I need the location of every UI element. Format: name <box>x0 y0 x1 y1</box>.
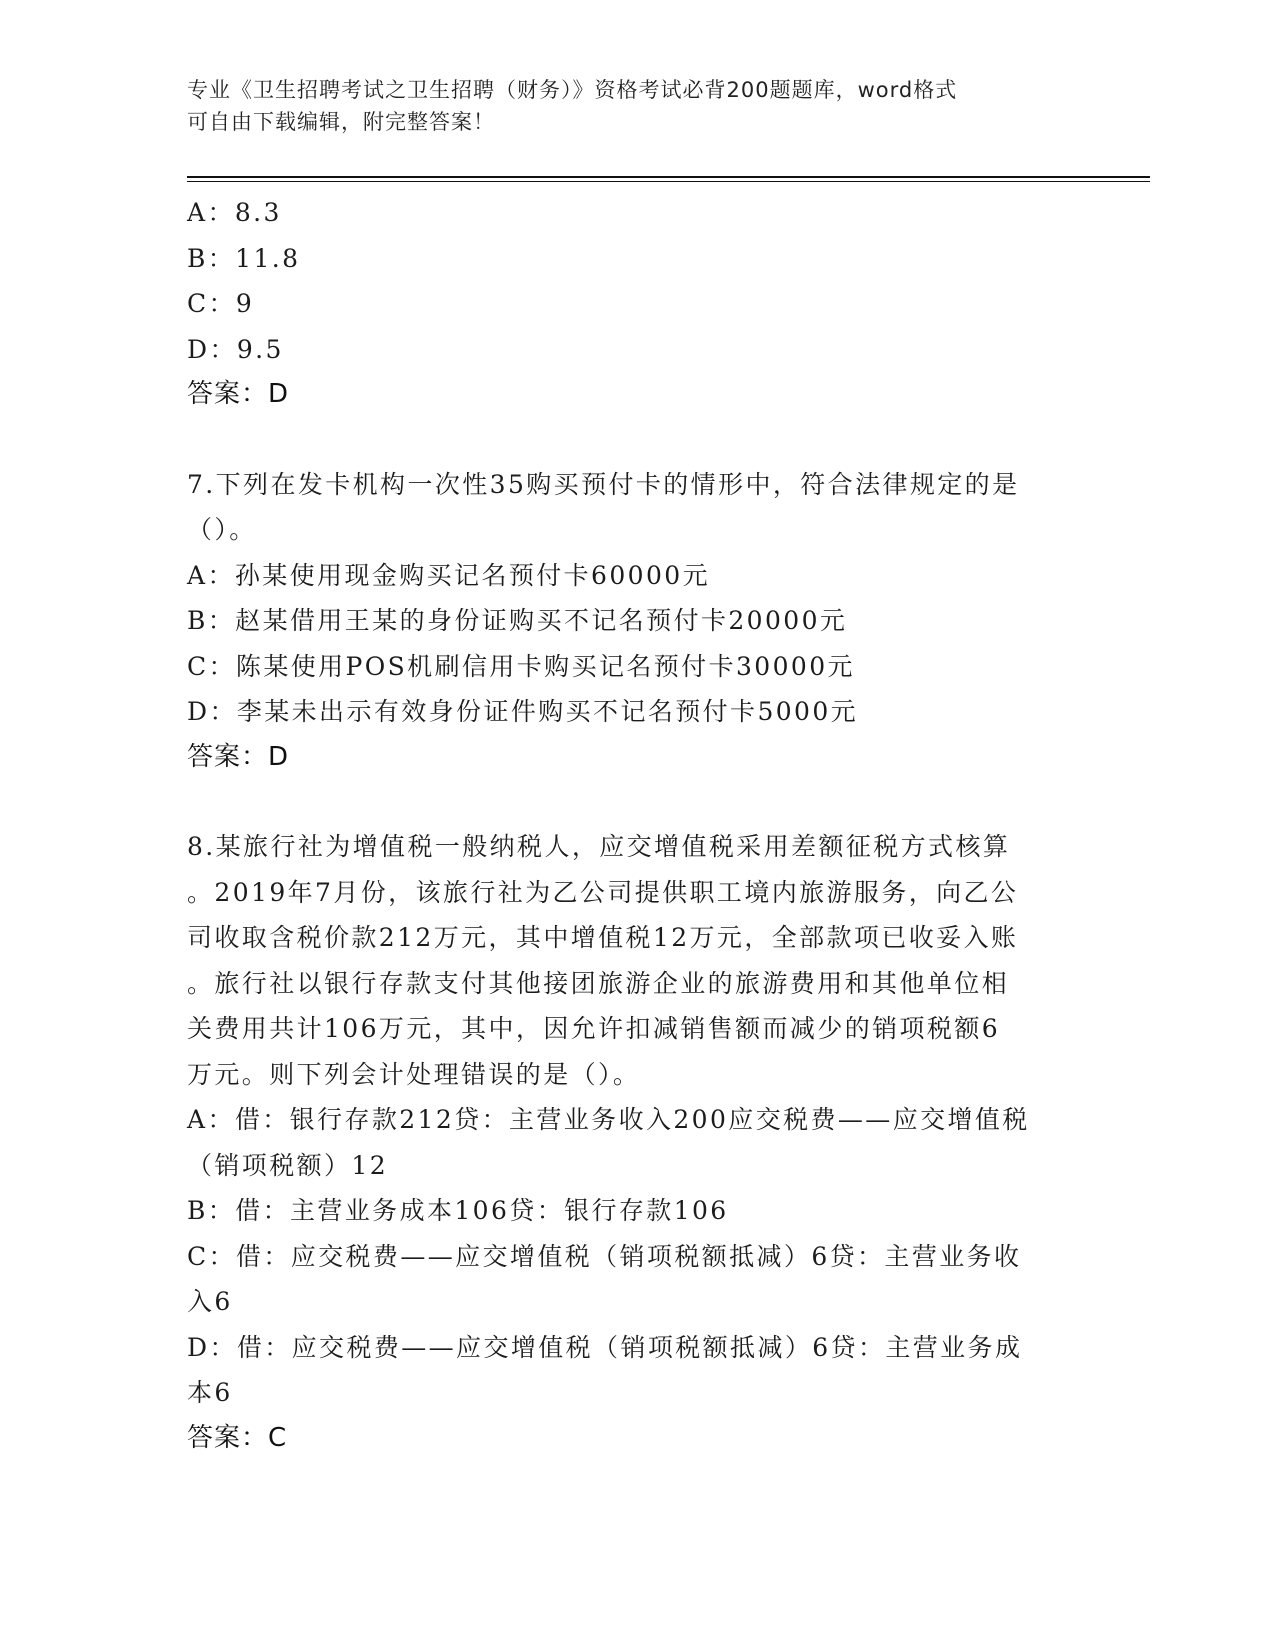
question-block-7 <box>187 462 1067 781</box>
question-stem-line: 司收取含税价款212万元，其中增值税12万元，全部款项已收妥入账 <box>187 923 1019 952</box>
option-a: A：孙某使用现金购买记名预付卡60000元 <box>187 560 710 590</box>
spacer <box>187 418 1067 462</box>
option-a: A：8.3 <box>187 198 282 227</box>
question-stem-line: 。2019年7月份，该旅行社为乙公司提供职工境内旅游服务，向乙公 <box>187 877 1019 907</box>
option-a: A：借：银行存款212贷：主营业务收入200应交税费——应交增值税 <box>187 1105 1030 1134</box>
document-header <box>187 74 1067 138</box>
question-stem-line: 。旅行社以银行存款支付其他接团旅游企业的旅游费用和其他单位相 <box>187 968 1010 998</box>
header-rule-thin <box>187 181 1150 182</box>
option-b: B：赵某借用王某的身份证购买不记名预付卡20000元 <box>187 606 848 635</box>
answer-label: 答案：D <box>187 379 290 409</box>
spacer <box>187 780 1067 824</box>
option-d: D：9.5 <box>187 334 284 364</box>
option-c-continued: 入6 <box>187 1287 233 1316</box>
answer-label: 答案：D <box>187 741 290 772</box>
question-stem-line: 7.下列在发卡机构一次性35购买预付卡的情形中，符合法律规定的是 <box>187 469 1020 499</box>
question-stem-line: 万元。则下列会计处理错误的是（）。 <box>187 1059 641 1089</box>
option-b: B：借：主营业务成本106贷：银行存款106 <box>187 1196 729 1225</box>
question-stem-line: （）。 <box>187 515 257 544</box>
question-stem-line: 8.某旅行社为增值税一般纳税人，应交增值税采用差额征税方式核算 <box>187 832 1011 861</box>
question-content <box>187 190 1067 1461</box>
header-line-1: 专业《卫生招聘考试之卫生招聘（财务）》资格考试必背200题题库，word格式 <box>187 78 958 102</box>
option-d: D：借：应交税费——应交增值税（销项税额抵减）6贷：主营业务成 <box>187 1332 1023 1362</box>
header-line-2: 可自由下载编辑，附完整答案！ <box>187 110 495 134</box>
header-rule-thick <box>187 176 1150 178</box>
answer-label: 答案：C <box>187 1422 288 1453</box>
option-c: C：借：应交税费——应交增值税（销项税额抵减）6贷：主营业务收 <box>187 1241 1022 1271</box>
question-block-8 <box>187 824 1067 1461</box>
option-c: C：9 <box>187 289 255 318</box>
question-stem-line: 关费用共计106万元，其中，因允许扣减销售额而减少的销项税额6 <box>187 1014 1001 1043</box>
question-block-6 <box>187 190 1067 418</box>
option-d-continued: 本6 <box>187 1378 233 1407</box>
option-a-continued: （销项税额）12 <box>187 1150 389 1180</box>
option-b: B：11.8 <box>187 243 301 273</box>
option-c: C：陈某使用POS机刷信用卡购买记名预付卡30000元 <box>187 651 855 681</box>
option-d: D：李某未出示有效身份证件购买不记名预付卡5000元 <box>187 697 859 726</box>
